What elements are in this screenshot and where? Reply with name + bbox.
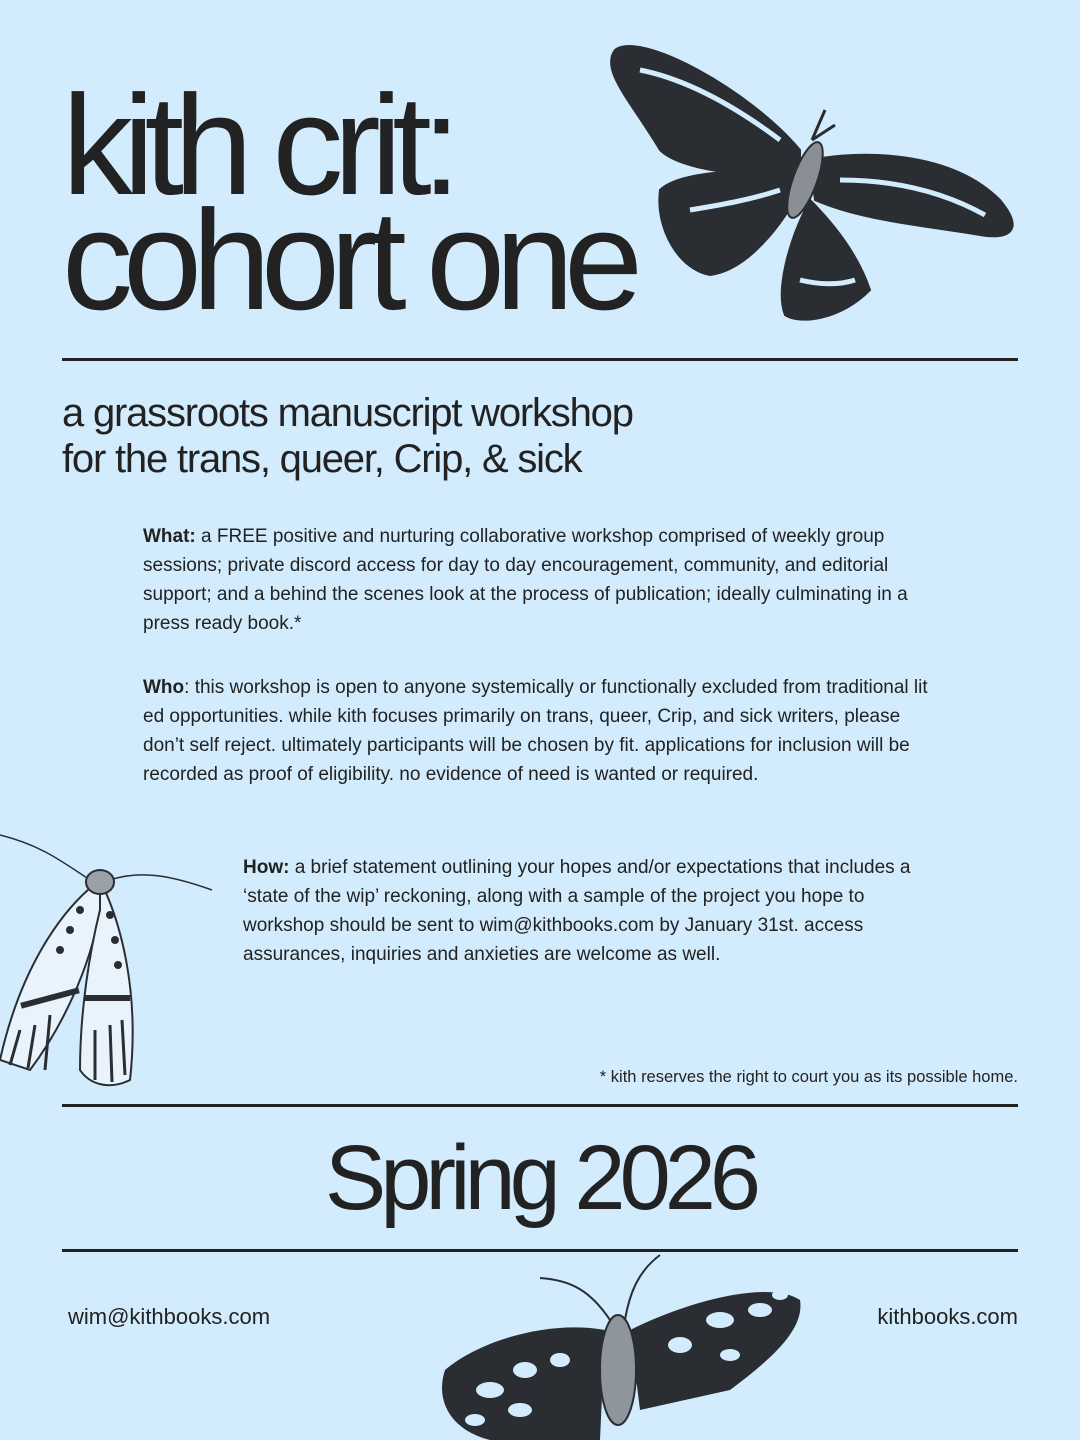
subtitle-line-1: a grassroots manuscript workshop	[62, 391, 633, 435]
butterfly-illustration-bottom	[430, 1250, 810, 1440]
divider-bottom	[62, 1249, 1018, 1252]
how-label: How:	[243, 857, 290, 878]
how-text: a brief statement outlining your hopes and/or expectations that includes a ‘state of the wip’ reckoning, along with a sample of the project you hope to workshop should be sent to wim@kithbooks.com by January 31st. access assurances, inquiries and anxieties are welcome as well.	[243, 857, 911, 965]
moth-illustration-left	[0, 830, 220, 1100]
divider-top	[62, 358, 1018, 361]
divider-middle	[62, 1104, 1018, 1107]
title-line-2: cohort one	[62, 181, 634, 340]
who-text: : this workshop is open to anyone systemically or functionally excluded from traditional lit ed opportunities. while kith focuses primarily on trans, queer, Crip, and sick writers, please don’t self reject. ultimately participants will be chosen by fit. applications for inclusion will be recorded as proof of eligibility. no evidence of need is wanted or required.	[143, 677, 928, 785]
poster-title	[62, 66, 634, 340]
what-section	[143, 522, 943, 638]
season-date: Spring 2026	[324, 1127, 756, 1229]
footnote: * kith reserves the right to court you as its possible home.	[599, 1068, 1018, 1086]
subtitle	[62, 390, 633, 482]
footer-email-link[interactable]: wim@kithbooks.com	[68, 1304, 271, 1329]
what-text: a FREE positive and nurturing collaborative workshop comprised of weekly group sessions; private discord access for day to day encouragement, community, and editorial support; and a behind the scenes look at the process of publication; ideally culminating in a press ready book.*	[143, 526, 908, 634]
title-line-1: kith crit:	[62, 66, 452, 225]
who-section	[143, 673, 943, 789]
moth-illustration-top	[600, 30, 1030, 330]
who-label: Who	[143, 677, 185, 698]
subtitle-line-2: for the trans, queer, Crip, & sick	[62, 437, 582, 481]
what-label: What:	[143, 526, 196, 547]
how-section	[243, 853, 933, 969]
footer-website-link[interactable]: kithbooks.com	[877, 1304, 1018, 1329]
